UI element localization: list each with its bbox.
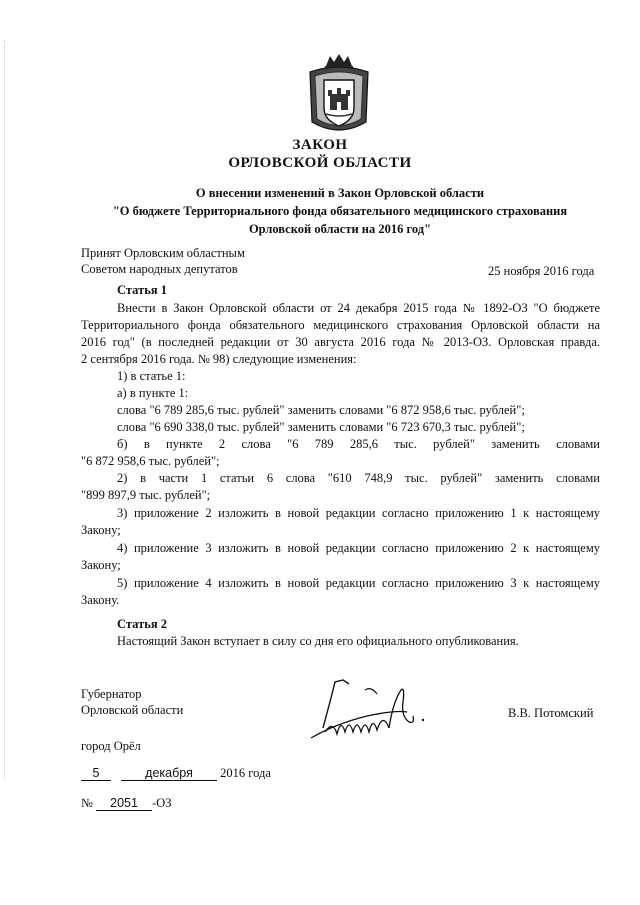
list-item: Закону; xyxy=(81,558,121,572)
list-item: Закону. xyxy=(81,593,120,607)
list-item: слова "6 690 338,0 тыс. рублей" заменить словами "6 723 670,3 тыс. рублей"; xyxy=(117,420,525,434)
list-item: "6 872 958,6 тыс. рублей"; xyxy=(81,454,220,468)
signing-year: 2016 года xyxy=(220,766,271,780)
article-1-heading: Статья 1 xyxy=(117,283,167,297)
article-2-heading: Статья 2 xyxy=(117,617,167,631)
law-subject-line: Орловской области на 2016 год" xyxy=(248,222,432,236)
list-item: 5) приложение 4 изложить в новой редакции согласно приложению 3 к настоящему xyxy=(117,576,600,590)
signatory-position: Орловской области xyxy=(81,703,184,717)
article-text-line: Территориального фонда обязательного медицинского страхования Орловской области на xyxy=(81,318,600,332)
signing-date xyxy=(81,766,271,781)
signatory-position: Губернатор xyxy=(81,687,142,701)
article-text-line: 2016 год" (в последней редакции от 30 августа 2016 года № 2013-ОЗ. Орловская правда. xyxy=(81,335,600,349)
handwritten-signature xyxy=(305,672,445,747)
law-number-value: 2051 xyxy=(96,797,152,811)
document-title: ЗАКОН xyxy=(292,137,348,153)
law-subject-line: О внесении изменений в Закон Орловской области xyxy=(195,186,485,200)
list-item: слова "6 789 285,6 тыс. рублей" заменить словами "6 872 958,6 тыс. рублей"; xyxy=(117,403,525,417)
list-item: 1) в статье 1: xyxy=(117,369,186,383)
law-number-suffix: -ОЗ xyxy=(152,796,172,810)
law-number xyxy=(81,796,172,811)
number-sign: № xyxy=(81,796,93,810)
list-item: 3) приложение 2 изложить в новой редакции согласно приложению 1 к настоящему xyxy=(117,506,600,520)
adoption-body-line: Советом народных депутатов xyxy=(81,262,238,276)
coat-of-arms-emblem xyxy=(306,52,372,138)
signing-day: 5 xyxy=(81,767,111,781)
article-2-text: Настоящий Закон вступает в силу со дня его официального опубликования. xyxy=(117,634,519,648)
list-item: а) в пункте 1: xyxy=(117,386,189,400)
article-text-line: Внести в Закон Орловской области от 24 декабря 2015 года № 1892-ОЗ "О бюджете xyxy=(117,301,600,315)
article-text-line: 2 сентября 2016 года. № 98) следующие изменения: xyxy=(81,352,357,366)
list-item: 4) приложение 3 изложить в новой редакции согласно приложению 2 к настоящему xyxy=(117,541,600,555)
list-item: "899 897,9 тыс. рублей"; xyxy=(81,488,211,502)
document-region: ОРЛОВСКОЙ ОБЛАСТИ xyxy=(228,155,412,171)
adoption-body-line: Принят Орловским областным xyxy=(81,246,245,260)
list-item: Закону; xyxy=(81,523,121,537)
law-subject-line: "О бюджете Территориального фонда обязательного медицинского страхования xyxy=(112,204,568,218)
signing-month: декабря xyxy=(121,767,217,781)
list-item: 2) в части 1 статьи 6 слова "610 748,9 тыс. рублей" заменить словами xyxy=(117,471,600,485)
list-item: б) в пункте 2 слова "6 789 285,6 тыс. рублей" заменить словами xyxy=(117,437,600,451)
adoption-date: 25 ноября 2016 года xyxy=(488,264,595,278)
city: город Орёл xyxy=(81,739,141,753)
signatory-name: В.В. Потомский xyxy=(508,706,594,720)
